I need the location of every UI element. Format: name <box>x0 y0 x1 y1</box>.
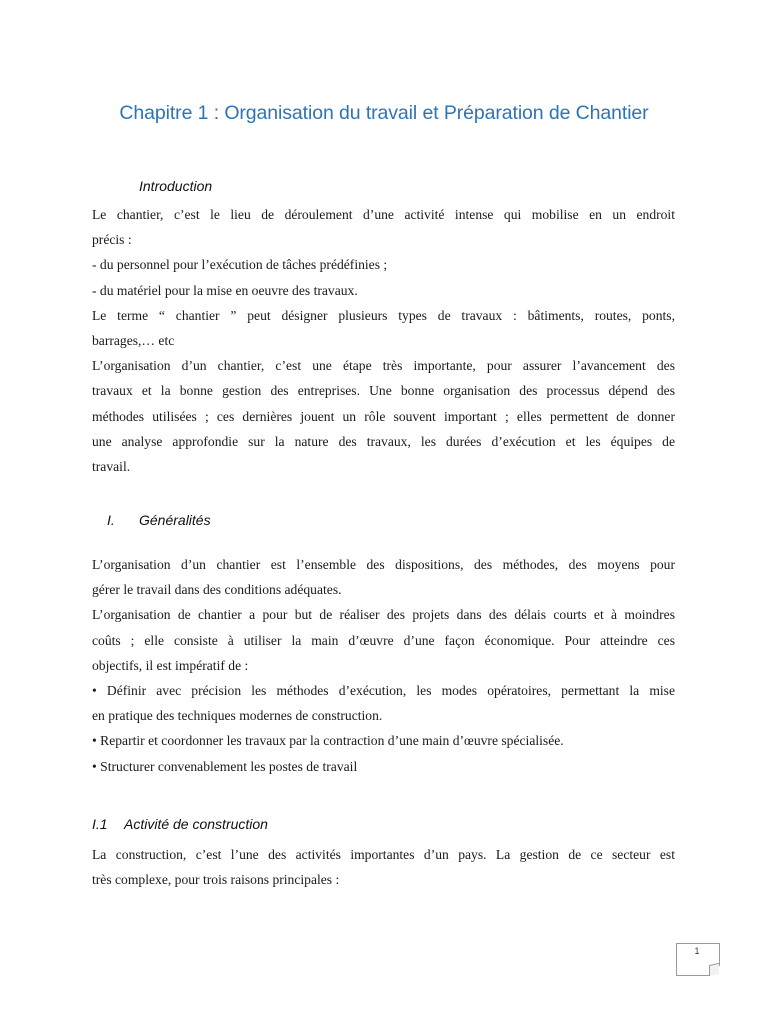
intro-heading: Introduction <box>139 178 213 194</box>
bullet-item: • Structurer convenablement les postes de travail <box>92 758 358 774</box>
paragraph-line: L’organisation d’un chantier, c’est une étape très importante, pour assurer l’avancement des <box>92 358 675 374</box>
bullet-item: • Repartir et coordonner les travaux par la contraction d’une main d’œuvre spécialisée. <box>92 733 564 749</box>
section-heading-activite <box>92 816 268 832</box>
section-number: I.1 <box>92 816 108 832</box>
paragraph-line: une analyse approfondie sur la nature des travaux, les durées d’exécution et les équipes de <box>92 433 675 449</box>
page-corner-fold <box>709 963 719 976</box>
paragraph-line: travaux et la bonne gestion des entreprises. Une bonne organisation des processus dépend des <box>92 383 675 399</box>
paragraph-line: barrages,… etc <box>92 333 175 349</box>
paragraph-line: Le terme “ chantier ” peut désigner plusieurs types de travaux : bâtiments, routes, ponts, <box>92 307 675 323</box>
page-number: 1 <box>694 946 700 956</box>
generalites-paragraph <box>92 552 675 779</box>
section-number: I. <box>107 512 115 528</box>
paragraph-line: travail. <box>92 459 131 475</box>
section-title: Généralités <box>139 512 211 528</box>
section-heading-generalites <box>107 512 211 528</box>
paragraph-line: en pratique des techniques modernes de construction. <box>92 708 383 724</box>
section-title: Activité de construction <box>124 816 268 832</box>
paragraph-line: Le chantier, c’est le lieu de déroulement d’une activité intense qui mobilise en un endroit <box>92 207 675 222</box>
paragraph-line: très complexe, pour trois raisons principales : <box>92 872 340 888</box>
bullet-item: • Définir avec précision les méthodes d’exécution, les modes opératoires, permettant la mise <box>92 683 675 699</box>
paragraph-line: coûts ; elle consiste à utiliser la main d’œuvre d’une façon économique. Pour atteindre ces <box>92 632 675 648</box>
paragraph-line: objectifs, il est impératif de : <box>92 657 249 673</box>
intro-paragraph <box>92 202 675 479</box>
paragraph-line: précis : <box>92 232 132 248</box>
paragraph-line: - du matériel pour la mise en oeuvre des travaux. <box>92 282 358 298</box>
paragraph-line: - du personnel pour l’exécution de tâches prédéfinies ; <box>92 257 388 273</box>
paragraph-line: La construction, c’est l’une des activités importantes d’un pays. La gestion de ce secteur est <box>92 847 675 862</box>
paragraph-line: méthodes utilisées ; ces dernières jouent un rôle souvent important ; elles permettent de donner <box>92 408 675 424</box>
chapter-title: Chapitre 1 : Organisation du travail et Préparation de Chantier <box>119 102 649 124</box>
paragraph-line: L’organisation d’un chantier est l’ensemble des dispositions, des méthodes, des moyens pour <box>92 557 675 572</box>
activite-paragraph <box>92 842 675 892</box>
paragraph-line: gérer le travail dans des conditions adéquates. <box>92 582 342 598</box>
paragraph-line: L’organisation de chantier a pour but de réaliser des projets dans des délais courts et à moindres <box>92 607 675 623</box>
